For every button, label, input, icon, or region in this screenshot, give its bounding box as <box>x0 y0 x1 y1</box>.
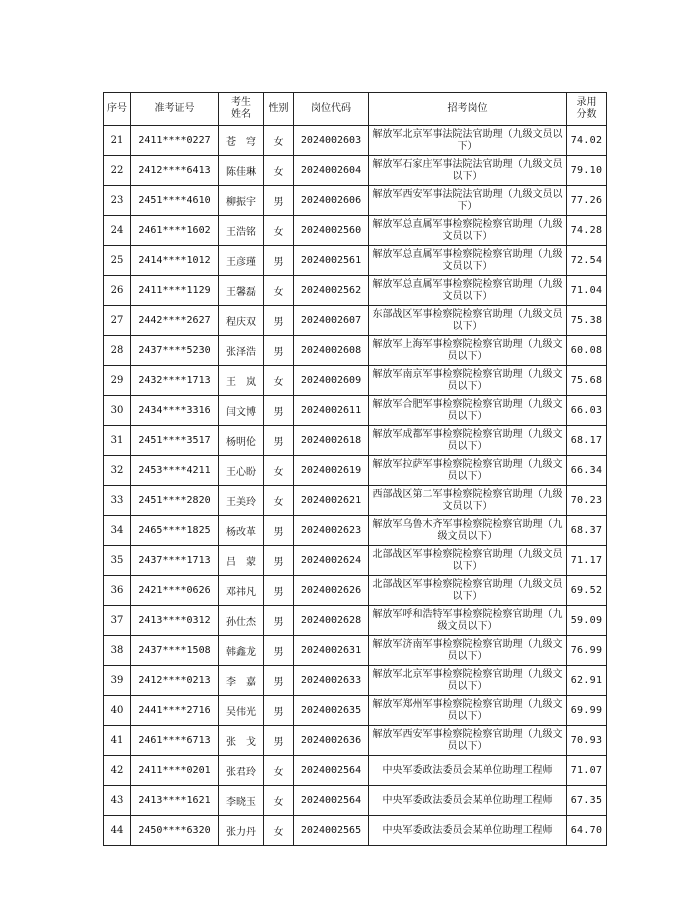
row-post: 北部战区军事检察院检察官助理（九级文员以下） <box>369 546 567 576</box>
row-score: 67.35 <box>567 786 607 816</box>
row-post-code: 2024002607 <box>294 306 369 336</box>
row-score: 66.03 <box>567 396 607 426</box>
table-header-row <box>104 93 607 126</box>
row-post: 东部战区军事检察院检察官助理（九级文员以下） <box>369 306 567 336</box>
row-no: 43 <box>104 786 131 816</box>
row-gender: 女 <box>264 366 294 396</box>
row-name: 王彦瑾 <box>219 246 264 276</box>
row-gender: 女 <box>264 786 294 816</box>
row-post-code: 2024002618 <box>294 426 369 456</box>
row-gender: 男 <box>264 696 294 726</box>
row-post: 解放军北京军事检察院检察官助理（九级文员以下） <box>369 666 567 696</box>
row-no: 41 <box>104 726 131 756</box>
row-name: 李 嘉 <box>219 666 264 696</box>
row-name: 吕 蒙 <box>219 546 264 576</box>
table-row <box>104 726 607 756</box>
row-gender: 男 <box>264 516 294 546</box>
row-post: 解放军总直属军事检察院检察官助理（九级文员以下） <box>369 246 567 276</box>
row-no: 32 <box>104 456 131 486</box>
row-post: 解放军济南军事检察院检察官助理（九级文员以下） <box>369 636 567 666</box>
row-post: 解放军北京军事法院法官助理（九级文员以下） <box>369 126 567 156</box>
table-row <box>104 306 607 336</box>
row-gender: 男 <box>264 426 294 456</box>
header-score: 录用分数 <box>567 93 607 126</box>
row-gender: 男 <box>264 636 294 666</box>
row-gender: 女 <box>264 276 294 306</box>
row-exam-no: 2432****1713 <box>131 366 219 396</box>
row-no: 25 <box>104 246 131 276</box>
row-name: 程庆双 <box>219 306 264 336</box>
row-exam-no: 2412****6413 <box>131 156 219 186</box>
row-no: 44 <box>104 816 131 846</box>
row-no: 40 <box>104 696 131 726</box>
row-post: 中央军委政法委员会某单位助理工程师 <box>369 816 567 846</box>
row-post-code: 2024002621 <box>294 486 369 516</box>
row-score: 59.09 <box>567 606 607 636</box>
table-row <box>104 396 607 426</box>
table-row <box>104 456 607 486</box>
table-row <box>104 336 607 366</box>
table-row <box>104 546 607 576</box>
row-post: 解放军石家庄军事法院法官助理（九级文员以下） <box>369 156 567 186</box>
row-gender: 男 <box>264 186 294 216</box>
row-post: 解放军西安军事检察院检察官助理（九级文员以下） <box>369 726 567 756</box>
row-name: 王浩铭 <box>219 216 264 246</box>
row-no: 26 <box>104 276 131 306</box>
row-post-code: 2024002608 <box>294 336 369 366</box>
row-score: 69.52 <box>567 576 607 606</box>
row-no: 27 <box>104 306 131 336</box>
row-exam-no: 2437****5230 <box>131 336 219 366</box>
row-score: 74.28 <box>567 216 607 246</box>
header-gender: 性别 <box>264 93 294 126</box>
row-no: 33 <box>104 486 131 516</box>
row-score: 64.70 <box>567 816 607 846</box>
row-no: 39 <box>104 666 131 696</box>
row-post-code: 2024002603 <box>294 126 369 156</box>
row-score: 68.37 <box>567 516 607 546</box>
row-post-code: 2024002561 <box>294 246 369 276</box>
row-score: 66.34 <box>567 456 607 486</box>
row-no: 38 <box>104 636 131 666</box>
row-exam-no: 2411****0227 <box>131 126 219 156</box>
row-no: 31 <box>104 426 131 456</box>
row-exam-no: 2465****1825 <box>131 516 219 546</box>
row-no: 34 <box>104 516 131 546</box>
row-post-code: 2024002631 <box>294 636 369 666</box>
row-gender: 男 <box>264 546 294 576</box>
row-post-code: 2024002606 <box>294 186 369 216</box>
table-row <box>104 786 607 816</box>
row-gender: 男 <box>264 576 294 606</box>
row-score: 71.17 <box>567 546 607 576</box>
row-name: 张君玲 <box>219 756 264 786</box>
row-post-code: 2024002564 <box>294 786 369 816</box>
row-exam-no: 2421****0626 <box>131 576 219 606</box>
row-name: 王馨磊 <box>219 276 264 306</box>
table-row <box>104 486 607 516</box>
table-row <box>104 126 607 156</box>
row-post-code: 2024002562 <box>294 276 369 306</box>
row-post-code: 2024002609 <box>294 366 369 396</box>
row-name: 王心盼 <box>219 456 264 486</box>
row-gender: 女 <box>264 486 294 516</box>
row-name: 闫文博 <box>219 396 264 426</box>
row-post: 中央军委政法委员会某单位助理工程师 <box>369 786 567 816</box>
table-row <box>104 606 607 636</box>
row-gender: 男 <box>264 726 294 756</box>
row-no: 35 <box>104 546 131 576</box>
row-name: 韩鑫龙 <box>219 636 264 666</box>
table-row <box>104 816 607 846</box>
row-score: 68.17 <box>567 426 607 456</box>
row-score: 75.38 <box>567 306 607 336</box>
row-post: 解放军郑州军事检察院检察官助理（九级文员以下） <box>369 696 567 726</box>
row-score: 71.07 <box>567 756 607 786</box>
row-exam-no: 2412****0213 <box>131 666 219 696</box>
header-no: 序号 <box>104 93 131 126</box>
row-score: 76.99 <box>567 636 607 666</box>
admission-score-table <box>103 92 607 846</box>
row-exam-no: 2441****2716 <box>131 696 219 726</box>
row-post: 解放军西安军事法院法官助理（九级文员以下） <box>369 186 567 216</box>
row-name: 苍 穹 <box>219 126 264 156</box>
row-score: 72.54 <box>567 246 607 276</box>
row-no: 28 <box>104 336 131 366</box>
row-gender: 女 <box>264 156 294 186</box>
row-no: 23 <box>104 186 131 216</box>
row-post: 解放军合肥军事检察院检察官助理（九级文员以下） <box>369 396 567 426</box>
row-score: 74.02 <box>567 126 607 156</box>
header-exam-no: 准考证号 <box>131 93 219 126</box>
row-name: 柳振宇 <box>219 186 264 216</box>
table-row <box>104 756 607 786</box>
row-name: 孙仕杰 <box>219 606 264 636</box>
row-post: 解放军成都军事检察院检察官助理（九级文员以下） <box>369 426 567 456</box>
row-name: 杨改革 <box>219 516 264 546</box>
row-post-code: 2024002560 <box>294 216 369 246</box>
row-score: 70.93 <box>567 726 607 756</box>
table-row <box>104 426 607 456</box>
row-post-code: 2024002635 <box>294 696 369 726</box>
row-post: 解放军乌鲁木齐军事检察院检察官助理（九级文员以下） <box>369 516 567 546</box>
table-row <box>104 666 607 696</box>
row-score: 77.26 <box>567 186 607 216</box>
row-exam-no: 2451****4610 <box>131 186 219 216</box>
row-post-code: 2024002624 <box>294 546 369 576</box>
table-row <box>104 216 607 246</box>
row-exam-no: 2450****6320 <box>131 816 219 846</box>
row-post: 北部战区军事检察院检察官助理（九级文员以下） <box>369 576 567 606</box>
header-post: 招考岗位 <box>369 93 567 126</box>
row-post-code: 2024002611 <box>294 396 369 426</box>
row-post: 西部战区第二军事检察院检察官助理（九级文员以下） <box>369 486 567 516</box>
table-row <box>104 186 607 216</box>
row-gender: 男 <box>264 396 294 426</box>
row-gender: 女 <box>264 456 294 486</box>
row-name: 张泽浩 <box>219 336 264 366</box>
row-exam-no: 2442****2627 <box>131 306 219 336</box>
row-score: 60.08 <box>567 336 607 366</box>
row-gender: 男 <box>264 606 294 636</box>
row-score: 69.99 <box>567 696 607 726</box>
row-exam-no: 2413****1621 <box>131 786 219 816</box>
row-post: 解放军总直属军事检察院检察官助理（九级文员以下） <box>369 216 567 246</box>
row-no: 22 <box>104 156 131 186</box>
row-post: 解放军呼和浩特军事检察院检察官助理（九级文员以下） <box>369 606 567 636</box>
row-score: 70.23 <box>567 486 607 516</box>
row-score: 71.04 <box>567 276 607 306</box>
row-name: 陈佳琳 <box>219 156 264 186</box>
row-score: 79.10 <box>567 156 607 186</box>
row-name: 王 岚 <box>219 366 264 396</box>
row-post-code: 2024002619 <box>294 456 369 486</box>
table-row <box>104 246 607 276</box>
table-row <box>104 696 607 726</box>
table-row <box>104 516 607 546</box>
header-name: 考生姓名 <box>219 93 264 126</box>
row-name: 张力丹 <box>219 816 264 846</box>
header-code: 岗位代码 <box>294 93 369 126</box>
row-post-code: 2024002633 <box>294 666 369 696</box>
row-post: 中央军委政法委员会某单位助理工程师 <box>369 756 567 786</box>
row-gender: 女 <box>264 216 294 246</box>
row-post-code: 2024002636 <box>294 726 369 756</box>
row-post: 解放军南京军事检察院检察官助理（九级文员以下） <box>369 366 567 396</box>
row-exam-no: 2411****0201 <box>131 756 219 786</box>
row-no: 30 <box>104 396 131 426</box>
row-name: 邓祎凡 <box>219 576 264 606</box>
row-gender: 男 <box>264 306 294 336</box>
row-post: 解放军总直属军事检察院检察官助理（九级文员以下） <box>369 276 567 306</box>
row-exam-no: 2437****1713 <box>131 546 219 576</box>
row-exam-no: 2413****0312 <box>131 606 219 636</box>
table-body <box>104 126 607 846</box>
row-post-code: 2024002604 <box>294 156 369 186</box>
row-no: 21 <box>104 126 131 156</box>
row-post-code: 2024002564 <box>294 756 369 786</box>
row-name: 李晓玉 <box>219 786 264 816</box>
row-exam-no: 2434****3316 <box>131 396 219 426</box>
row-no: 37 <box>104 606 131 636</box>
row-exam-no: 2461****6713 <box>131 726 219 756</box>
row-exam-no: 2451****3517 <box>131 426 219 456</box>
row-name: 张 戈 <box>219 726 264 756</box>
row-exam-no: 2437****1508 <box>131 636 219 666</box>
row-no: 29 <box>104 366 131 396</box>
row-exam-no: 2453****4211 <box>131 456 219 486</box>
row-no: 36 <box>104 576 131 606</box>
row-gender: 女 <box>264 816 294 846</box>
row-gender: 男 <box>264 246 294 276</box>
table-row <box>104 636 607 666</box>
row-post-code: 2024002623 <box>294 516 369 546</box>
row-post-code: 2024002626 <box>294 576 369 606</box>
row-name: 吴伟光 <box>219 696 264 726</box>
row-no: 24 <box>104 216 131 246</box>
row-post: 解放军拉萨军事检察院检察官助理（九级文员以下） <box>369 456 567 486</box>
row-gender: 女 <box>264 756 294 786</box>
row-post: 解放军上海军事检察院检察官助理（九级文员以下） <box>369 336 567 366</box>
row-gender: 男 <box>264 336 294 366</box>
table-row <box>104 576 607 606</box>
row-post-code: 2024002628 <box>294 606 369 636</box>
table-row <box>104 366 607 396</box>
row-gender: 男 <box>264 666 294 696</box>
row-score: 75.68 <box>567 366 607 396</box>
row-exam-no: 2414****1012 <box>131 246 219 276</box>
row-exam-no: 2411****1129 <box>131 276 219 306</box>
row-name: 王美玲 <box>219 486 264 516</box>
row-exam-no: 2451****2820 <box>131 486 219 516</box>
row-no: 42 <box>104 756 131 786</box>
row-exam-no: 2461****1602 <box>131 216 219 246</box>
row-name: 杨明伦 <box>219 426 264 456</box>
table-row <box>104 156 607 186</box>
row-score: 62.91 <box>567 666 607 696</box>
row-gender: 女 <box>264 126 294 156</box>
table-row <box>104 276 607 306</box>
row-post-code: 2024002565 <box>294 816 369 846</box>
